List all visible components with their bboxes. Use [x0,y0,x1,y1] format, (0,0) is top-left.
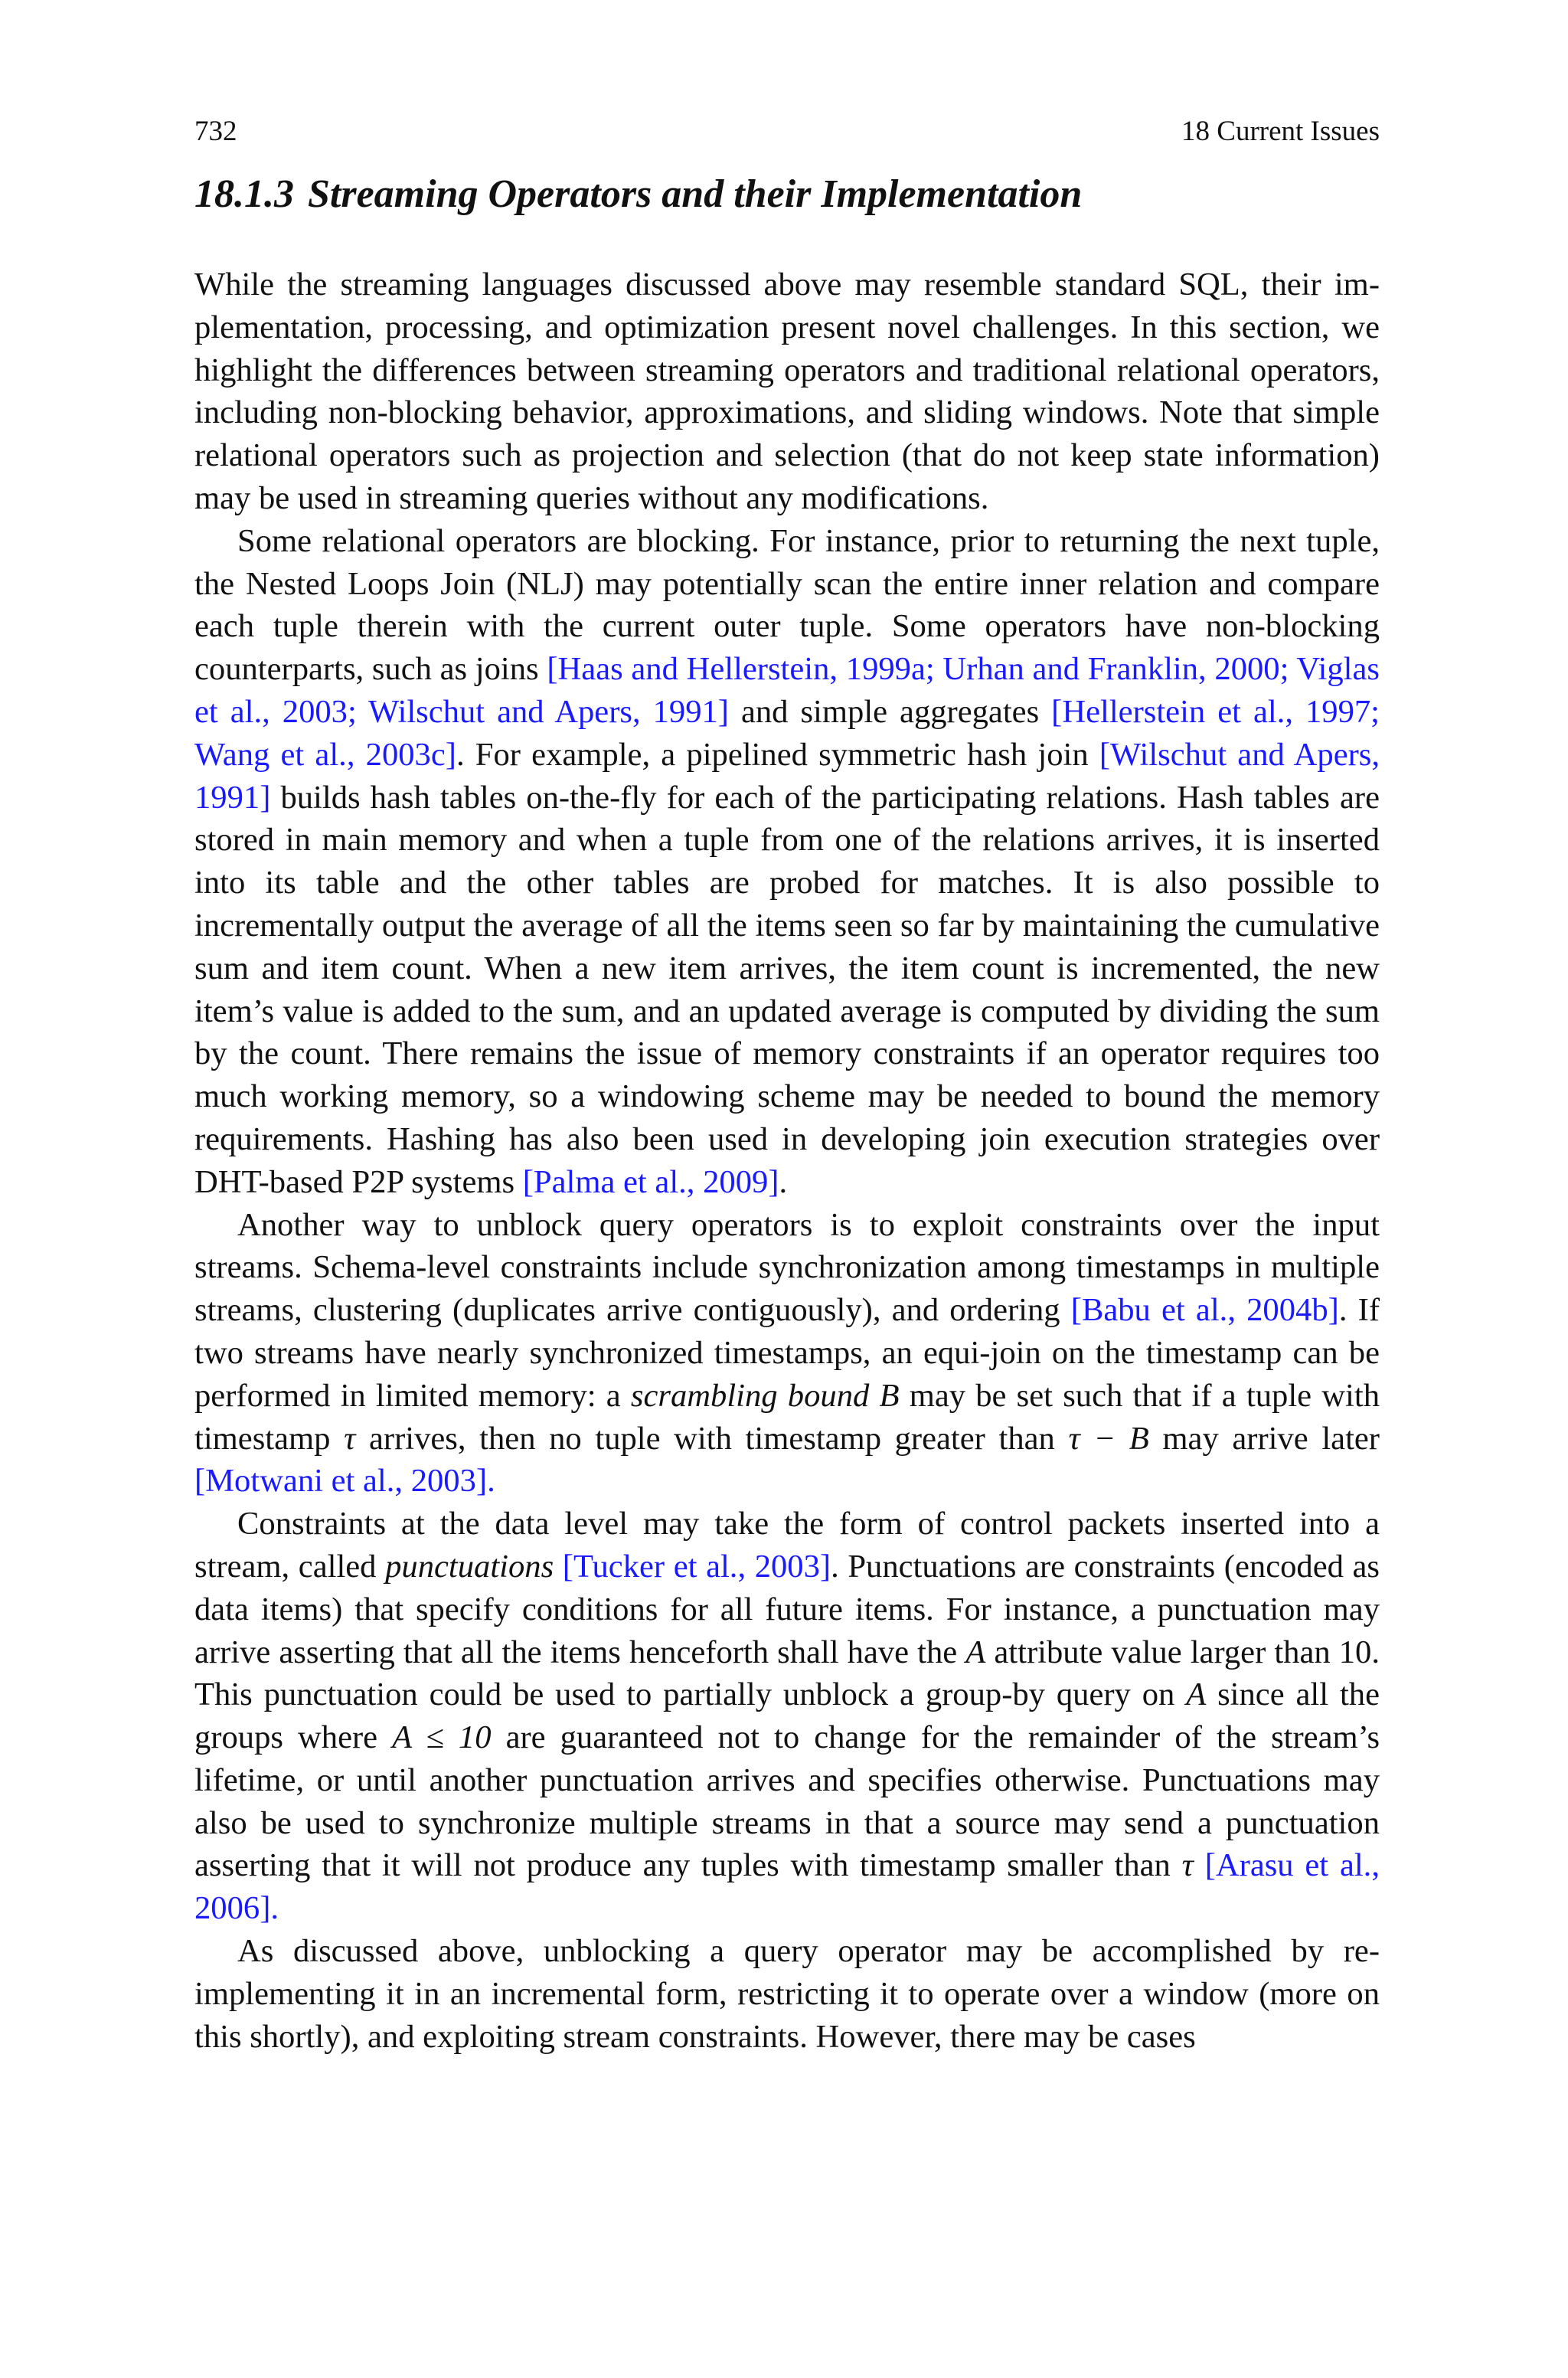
text-run: . Punctuations are constraints (encoded as data items) that specify conditions for all future items. For instance, a punctuation may arrive asserting that all the items henceforth shall have the [194,1548,1380,1670]
section-number: 18.1.3 [194,172,294,216]
text-run: . If two streams have nearly synchronized timestamps, an equi-join on the timestamp can be performed in limited memory: a [194,1292,1380,1414]
paragraph-3 [194,1204,1380,1503]
paragraph-2 [194,520,1380,1204]
text-run: are guaranteed not to change for the remainder of the stream’s lifetime, or until another punctuation arrives and specifies otherwise. Punctuations may also be used to synchronize multiple streams in that a source may send a punctuation asserting that it will not produce any tuples with timestamp smaller than [194,1719,1380,1884]
text-run: builds hash tables on-the-fly for each of the participating relations. Hash tables are stored in main memory and when a tuple from one of the relations arrives, it is inserted into its table and the other tables are probed for matches. It is also possible to incrementally output the average of all the items seen so far by maintaining the cumulative sum and item count. When a new item arrives, the item count is incremented, the new item’s value is added to the sum, and an updated average is computed by dividing the sum by the count. There remains the issue of memory constraints if an operator requires too much working memory, so a windowing scheme may be needed to bound the memory requirements. Hashing has also been used in developing join execution strategies over DHT-based P2P systems [194,779,1380,1200]
section-title: Streaming Operators and their Implementation [308,172,1083,216]
page-number: 732 [194,116,237,147]
citation-link[interactable]: [Tucker et al., 2003] [562,1548,831,1585]
text-run [1194,1847,1205,1883]
citation-link[interactable]: [Motwani et al., 2003]. [194,1463,495,1500]
citation-link[interactable]: [Hellerstein et al., 1997; Wang et al., 2003c] [194,693,1380,773]
math-expression: A ≤ 10 [392,1719,492,1756]
citation-link[interactable]: [Palma et al., 2009] [522,1163,779,1200]
text-run: arrives, then no tuple with timestamp greater than [355,1420,1069,1457]
body-text [194,263,1380,2058]
math-symbol: A [965,1634,986,1670]
section-heading [194,170,1380,219]
emphasis-term: punctuations [385,1548,554,1585]
text-run: and simple aggregates [728,693,1052,730]
paragraph-1 [194,263,1380,520]
running-head [194,115,1380,149]
text-run: While the streaming languages discussed above may resemble standard SQL, their implementation, processing, and optimization present novel challenges. In this section, we highlight the differences between streaming operators and traditional relational operators, including non-blocking behavior, approximations, and sliding windows. Note that simple relational operators such as projection and selection (that do not keep state information) may be used in streaming queries without any modifications. [194,267,1380,516]
text-run: Constraints at the data level may take the form of control packets inserted into a stream, called [194,1506,1380,1585]
emphasis-term: scrambling bound B [630,1377,900,1414]
citation-link[interactable]: [Arasu et al., 2006]. [194,1847,1380,1927]
chapter-title: 18 Current Issues [1181,116,1380,147]
text-run [554,1549,563,1585]
text-run: Another way to unblock query operators is to exploit constraints over the input streams. Schema-level constraints include synchronization among timestamps in multiple streams, clustering (duplicates arrive contiguously), and ordering [194,1206,1380,1329]
text-run: Some relational operators are blocking. For instance, prior to returning the next tuple, the Nested Loops Join (NLJ) may potentially scan the entire inner relation and compare each tuple therein with the current outer tuple. Some operators have non-blocking counterparts, such as joins [194,522,1380,688]
citation-link[interactable]: [Babu et al., 2004b] [1070,1292,1339,1329]
citation-link[interactable]: [Wilschut and Apers, 1991] [194,736,1380,816]
math-symbol: τ [1181,1847,1194,1884]
paragraph-5 [194,1930,1380,2058]
math-expression: τ − B [1068,1420,1149,1457]
text-run: since all the groups where [194,1676,1380,1756]
text-run: may arrive later [1148,1420,1380,1457]
citation-link[interactable]: [Haas and Hellerstein, 1999a; Urhan and Franklin, 2000; Viglas et al., 2003; Wilschut and Apers, 1991] [194,651,1380,730]
page [194,115,1380,2058]
text-run: . [779,1163,788,1200]
math-symbol: A [1186,1676,1207,1713]
text-run: may be set such that if a tuple with timestamp [194,1377,1380,1457]
text-run: As discussed above, unblocking a query operator may be accomplished by reimplementing it in an incremental form, restricting it to operate over a window (more on this shortly), and exploiting stream constraints. However, there may be cases [194,1933,1380,2055]
math-symbol: τ [344,1420,356,1457]
paragraph-4 [194,1503,1380,1930]
text-run: attribute value larger than 10. This punctuation could be used to partially unblock a group-by query on [194,1634,1380,1713]
text-run: . For example, a pipelined symmetric hash join [456,736,1099,773]
